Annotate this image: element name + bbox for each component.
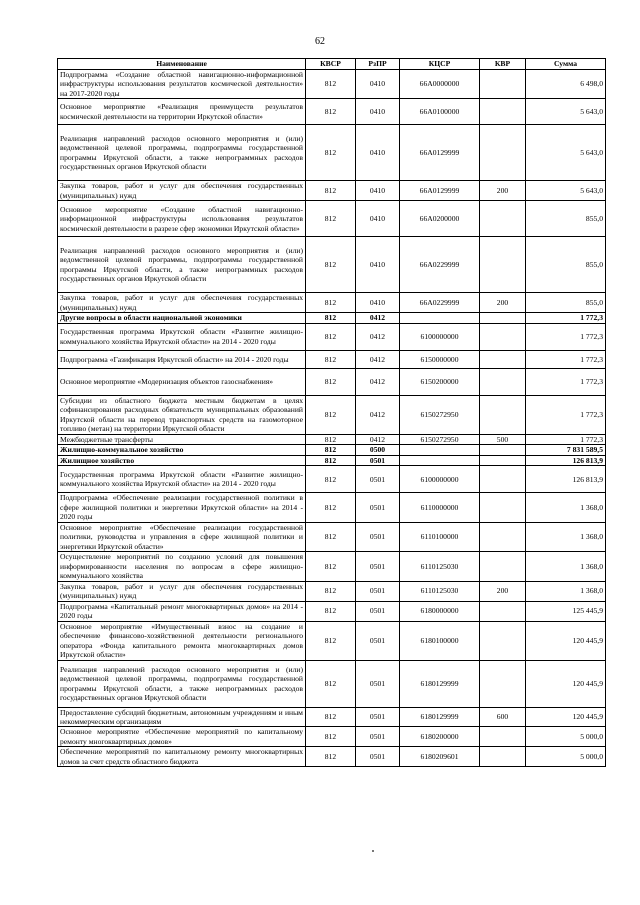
row-kcsr: 6150000000 bbox=[400, 350, 480, 368]
row-kvr bbox=[480, 323, 526, 350]
row-kvsr: 812 bbox=[306, 201, 356, 237]
table-row bbox=[58, 350, 606, 368]
table-row bbox=[58, 707, 606, 727]
row-sum: 120 445,9 bbox=[526, 621, 606, 660]
row-rzpr: 0412 bbox=[356, 434, 400, 444]
row-kvsr: 812 bbox=[306, 395, 356, 434]
row-sum: 1 368,0 bbox=[526, 581, 606, 601]
row-kvsr: 812 bbox=[306, 434, 356, 444]
row-name: Основное мероприятие «Реализация преимуществ результатов космической деятельности на территории Иркутской области» bbox=[58, 99, 306, 125]
row-rzpr: 0412 bbox=[356, 395, 400, 434]
row-kcsr: 66А0129999 bbox=[400, 181, 480, 201]
row-kvr: 200 bbox=[480, 581, 526, 601]
table-row bbox=[58, 660, 606, 707]
row-kvr bbox=[480, 350, 526, 368]
row-sum: 855,0 bbox=[526, 201, 606, 237]
table-header-row bbox=[58, 59, 606, 70]
row-kvr bbox=[480, 747, 526, 767]
row-rzpr: 0410 bbox=[356, 293, 400, 313]
row-rzpr: 0412 bbox=[356, 313, 400, 323]
row-name: Субсидии из областного бюджета местным бюджетам в целях софинансирования расходных обязательств муниципальных образований Иркутской области на перевод транспортных средств на газомоторное топливо (метан) на территории Иркутской области bbox=[58, 395, 306, 434]
row-kvsr: 812 bbox=[306, 601, 356, 621]
row-kcsr: 6180209601 bbox=[400, 747, 480, 767]
row-name: Реализация направлений расходов основного мероприятия и (или) ведомственной целевой программы, подпрограммы государственной программы Иркутской области, а также непрограммных расходов государственных органов Иркутской области bbox=[58, 125, 306, 181]
row-name: Основное мероприятие «Модернизация объектов газоснабжения» bbox=[58, 368, 306, 395]
header-rzpr: РзПР bbox=[356, 59, 400, 70]
row-kcsr: 66А0100000 bbox=[400, 99, 480, 125]
row-name: Межбюджетные трансферты bbox=[58, 434, 306, 444]
header-kcsr: КЦСР bbox=[400, 59, 480, 70]
row-sum: 120 445,9 bbox=[526, 660, 606, 707]
budget-table bbox=[57, 58, 606, 767]
row-kvr bbox=[480, 201, 526, 237]
table-row bbox=[58, 181, 606, 201]
row-kvsr: 812 bbox=[306, 323, 356, 350]
row-kvsr: 812 bbox=[306, 445, 356, 455]
table-row bbox=[58, 313, 606, 323]
row-kcsr: 66А0200000 bbox=[400, 201, 480, 237]
row-sum: 1 772,3 bbox=[526, 323, 606, 350]
row-rzpr: 0410 bbox=[356, 181, 400, 201]
row-name: Реализация направлений расходов основного мероприятия и (или) ведомственной целевой программы, подпрограммы государственной программы Иркутской области, а также непрограммных расходов государственных органов Иркутской области bbox=[58, 237, 306, 293]
row-name: Подпрограмма «Создание областной навигационно-информационной инфраструктуры использования результатов космической деятельности» на 2017-2020 годы bbox=[58, 70, 306, 99]
table-row bbox=[58, 581, 606, 601]
row-kvsr: 812 bbox=[306, 493, 356, 522]
row-kvsr: 812 bbox=[306, 707, 356, 727]
row-name: Государственная программа Иркутской области «Развитие жилищно-коммунального хозяйства Иркутской области» на 2014 - 2020 годы bbox=[58, 323, 306, 350]
table-row bbox=[58, 434, 606, 444]
row-kvsr: 812 bbox=[306, 99, 356, 125]
row-sum: 5 643,0 bbox=[526, 181, 606, 201]
row-name: Подпрограмма «Газификация Иркутской области» на 2014 - 2020 годы bbox=[58, 350, 306, 368]
row-rzpr: 0412 bbox=[356, 350, 400, 368]
row-kvsr: 812 bbox=[306, 368, 356, 395]
row-kvr bbox=[480, 660, 526, 707]
row-name: Подпрограмма «Обеспечение реализации государственной политики в сфере жилищной политики и энергетики Иркутской области» на 2014 - 2020 годы bbox=[58, 493, 306, 522]
row-rzpr: 0501 bbox=[356, 727, 400, 747]
row-name: Основное мероприятие «Обеспечение мероприятий по капитальному ремонту многоквартирных домов» bbox=[58, 727, 306, 747]
table-row bbox=[58, 99, 606, 125]
table-row bbox=[58, 727, 606, 747]
row-kvr bbox=[480, 621, 526, 660]
row-rzpr: 0410 bbox=[356, 125, 400, 181]
row-kcsr: 6180129999 bbox=[400, 707, 480, 727]
row-kcsr: 66А0129999 bbox=[400, 125, 480, 181]
row-sum: 1 772,3 bbox=[526, 368, 606, 395]
row-kvr bbox=[480, 727, 526, 747]
row-sum: 125 445,9 bbox=[526, 601, 606, 621]
row-kvr: 200 bbox=[480, 293, 526, 313]
table-row bbox=[58, 522, 606, 551]
table-row bbox=[58, 293, 606, 313]
row-name: Подпрограмма «Капитальный ремонт многоквартирных домов» на 2014 - 2020 годы bbox=[58, 601, 306, 621]
row-name: Закупка товаров, работ и услуг для обеспечения государственных (муниципальных) нужд bbox=[58, 293, 306, 313]
row-kvsr: 812 bbox=[306, 313, 356, 323]
row-kvsr: 812 bbox=[306, 466, 356, 493]
row-kvr bbox=[480, 237, 526, 293]
row-rzpr: 0501 bbox=[356, 707, 400, 727]
row-kcsr bbox=[400, 445, 480, 455]
row-kcsr: 66А0229999 bbox=[400, 293, 480, 313]
row-sum: 5 000,0 bbox=[526, 727, 606, 747]
scan-mark bbox=[372, 850, 374, 852]
row-kcsr: 6100000000 bbox=[400, 323, 480, 350]
row-kvr bbox=[480, 125, 526, 181]
row-kvsr: 812 bbox=[306, 727, 356, 747]
row-name: Закупка товаров, работ и услуг для обеспечения государственных (муниципальных) нужд bbox=[58, 181, 306, 201]
row-kvsr: 812 bbox=[306, 125, 356, 181]
row-sum: 6 498,0 bbox=[526, 70, 606, 99]
row-kvr bbox=[480, 99, 526, 125]
row-rzpr: 0501 bbox=[356, 466, 400, 493]
row-rzpr: 0501 bbox=[356, 522, 400, 551]
row-sum: 5 000,0 bbox=[526, 747, 606, 767]
row-name: Другие вопросы в области национальной экономики bbox=[58, 313, 306, 323]
row-sum: 1 368,0 bbox=[526, 522, 606, 551]
row-kvr bbox=[480, 368, 526, 395]
row-name: Осуществление мероприятий по созданию условий для повышения информированности населения по вопросам в сфере жилищно-коммунального хозяйства bbox=[58, 552, 306, 581]
table-row bbox=[58, 125, 606, 181]
row-rzpr: 0410 bbox=[356, 70, 400, 99]
table-row bbox=[58, 201, 606, 237]
row-kcsr: 6150272950 bbox=[400, 395, 480, 434]
row-kvsr: 812 bbox=[306, 350, 356, 368]
row-rzpr: 0501 bbox=[356, 601, 400, 621]
table-row bbox=[58, 601, 606, 621]
row-kcsr: 6180129999 bbox=[400, 660, 480, 707]
row-kvsr: 812 bbox=[306, 747, 356, 767]
row-kvsr: 812 bbox=[306, 621, 356, 660]
row-name: Государственная программа Иркутской области «Развитие жилищно-коммунального хозяйства Иркутской области» на 2014 - 2020 годы bbox=[58, 466, 306, 493]
row-sum: 1 368,0 bbox=[526, 493, 606, 522]
row-kcsr: 6110100000 bbox=[400, 522, 480, 551]
row-sum: 5 643,0 bbox=[526, 99, 606, 125]
row-kvr: 500 bbox=[480, 434, 526, 444]
table-row bbox=[58, 747, 606, 767]
row-sum: 1 772,3 bbox=[526, 313, 606, 323]
row-kvr bbox=[480, 552, 526, 581]
row-kvsr: 812 bbox=[306, 522, 356, 551]
row-rzpr: 0501 bbox=[356, 581, 400, 601]
row-rzpr: 0410 bbox=[356, 237, 400, 293]
row-rzpr: 0501 bbox=[356, 621, 400, 660]
row-sum: 120 445,9 bbox=[526, 707, 606, 727]
row-kcsr bbox=[400, 455, 480, 465]
row-name: Закупка товаров, работ и услуг для обеспечения государственных (муниципальных) нужд bbox=[58, 581, 306, 601]
row-sum: 855,0 bbox=[526, 293, 606, 313]
page-number: 62 bbox=[315, 36, 325, 47]
table-row bbox=[58, 621, 606, 660]
row-sum: 5 643,0 bbox=[526, 125, 606, 181]
row-kvsr: 812 bbox=[306, 552, 356, 581]
table-row bbox=[58, 552, 606, 581]
row-kcsr: 6100000000 bbox=[400, 466, 480, 493]
row-kvr: 600 bbox=[480, 707, 526, 727]
row-kvr bbox=[480, 466, 526, 493]
row-kcsr: 66А0229999 bbox=[400, 237, 480, 293]
row-sum: 855,0 bbox=[526, 237, 606, 293]
row-sum: 126 813,9 bbox=[526, 455, 606, 465]
table-row bbox=[58, 368, 606, 395]
row-sum: 1 772,3 bbox=[526, 350, 606, 368]
row-rzpr: 0410 bbox=[356, 201, 400, 237]
row-kvr bbox=[480, 445, 526, 455]
row-kcsr: 6180100000 bbox=[400, 621, 480, 660]
row-rzpr: 0501 bbox=[356, 493, 400, 522]
row-kcsr: 6150200000 bbox=[400, 368, 480, 395]
table-row bbox=[58, 237, 606, 293]
row-rzpr: 0412 bbox=[356, 323, 400, 350]
row-kcsr: 6150272950 bbox=[400, 434, 480, 444]
row-kvr bbox=[480, 522, 526, 551]
table-row bbox=[58, 323, 606, 350]
table-row bbox=[58, 70, 606, 99]
row-kvr bbox=[480, 493, 526, 522]
row-kvsr: 812 bbox=[306, 293, 356, 313]
row-kcsr: 6180000000 bbox=[400, 601, 480, 621]
row-name: Основное мероприятие «Имущественный взнос на создание и обеспечение финансово-хозяйственной деятельности регионального оператора «Фонда капитального ремонта многоквартирных домов Иркутской области» bbox=[58, 621, 306, 660]
row-name: Основное мероприятие «Обеспечение реализации государственной политики, руководства и управления в сфере жилищной политики и энергетики Иркутской области» bbox=[58, 522, 306, 551]
row-sum: 7 831 589,5 bbox=[526, 445, 606, 455]
row-sum: 126 813,9 bbox=[526, 466, 606, 493]
row-name: Основное мероприятие «Создание областной навигационно-информационной инфраструктуры использования результатов космической деятельности в разрезе сфер экономики Иркутской области» bbox=[58, 201, 306, 237]
table-row bbox=[58, 395, 606, 434]
row-rzpr: 0501 bbox=[356, 660, 400, 707]
header-name: Наименование bbox=[58, 59, 306, 70]
row-kvsr: 812 bbox=[306, 581, 356, 601]
row-kvr bbox=[480, 455, 526, 465]
table-row bbox=[58, 445, 606, 455]
row-kvr bbox=[480, 70, 526, 99]
header-sum: Сумма bbox=[526, 59, 606, 70]
row-sum: 1 368,0 bbox=[526, 552, 606, 581]
table-row bbox=[58, 493, 606, 522]
row-kvr: 200 bbox=[480, 181, 526, 201]
row-kvr bbox=[480, 601, 526, 621]
header-kvr: КВР bbox=[480, 59, 526, 70]
row-kcsr: 6110000000 bbox=[400, 493, 480, 522]
row-kcsr: 6110125030 bbox=[400, 552, 480, 581]
table-row bbox=[58, 455, 606, 465]
row-name: Жилищное хозяйство bbox=[58, 455, 306, 465]
row-name: Предоставление субсидий бюджетным, автономным учреждениям и иным некоммерческим организациям bbox=[58, 707, 306, 727]
row-rzpr: 0412 bbox=[356, 368, 400, 395]
row-kvsr: 812 bbox=[306, 660, 356, 707]
row-kvsr: 812 bbox=[306, 237, 356, 293]
row-name: Жилищно-коммунальное хозяйство bbox=[58, 445, 306, 455]
row-sum: 1 772,3 bbox=[526, 395, 606, 434]
row-name: Обеспечение мероприятий по капитальному ремонту многоквартирных домов за счет средств областного бюджета bbox=[58, 747, 306, 767]
row-kcsr: 66А0000000 bbox=[400, 70, 480, 99]
row-kvr bbox=[480, 313, 526, 323]
row-rzpr: 0501 bbox=[356, 455, 400, 465]
row-kvsr: 812 bbox=[306, 70, 356, 99]
row-kvsr: 812 bbox=[306, 455, 356, 465]
row-kcsr: 6180200000 bbox=[400, 727, 480, 747]
row-kvsr: 812 bbox=[306, 181, 356, 201]
row-rzpr: 0501 bbox=[356, 747, 400, 767]
row-kvr bbox=[480, 395, 526, 434]
row-kcsr: 6110125030 bbox=[400, 581, 480, 601]
table-row bbox=[58, 466, 606, 493]
row-name: Реализация направлений расходов основного мероприятия и (или) ведомственной целевой программы, подпрограммы государственной программы Иркутской области, а также непрограммных расходов государственных органов Иркутской области bbox=[58, 660, 306, 707]
row-rzpr: 0501 bbox=[356, 552, 400, 581]
row-sum: 1 772,3 bbox=[526, 434, 606, 444]
row-rzpr: 0500 bbox=[356, 445, 400, 455]
header-kvsr: КВСР bbox=[306, 59, 356, 70]
row-kcsr bbox=[400, 313, 480, 323]
row-rzpr: 0410 bbox=[356, 99, 400, 125]
